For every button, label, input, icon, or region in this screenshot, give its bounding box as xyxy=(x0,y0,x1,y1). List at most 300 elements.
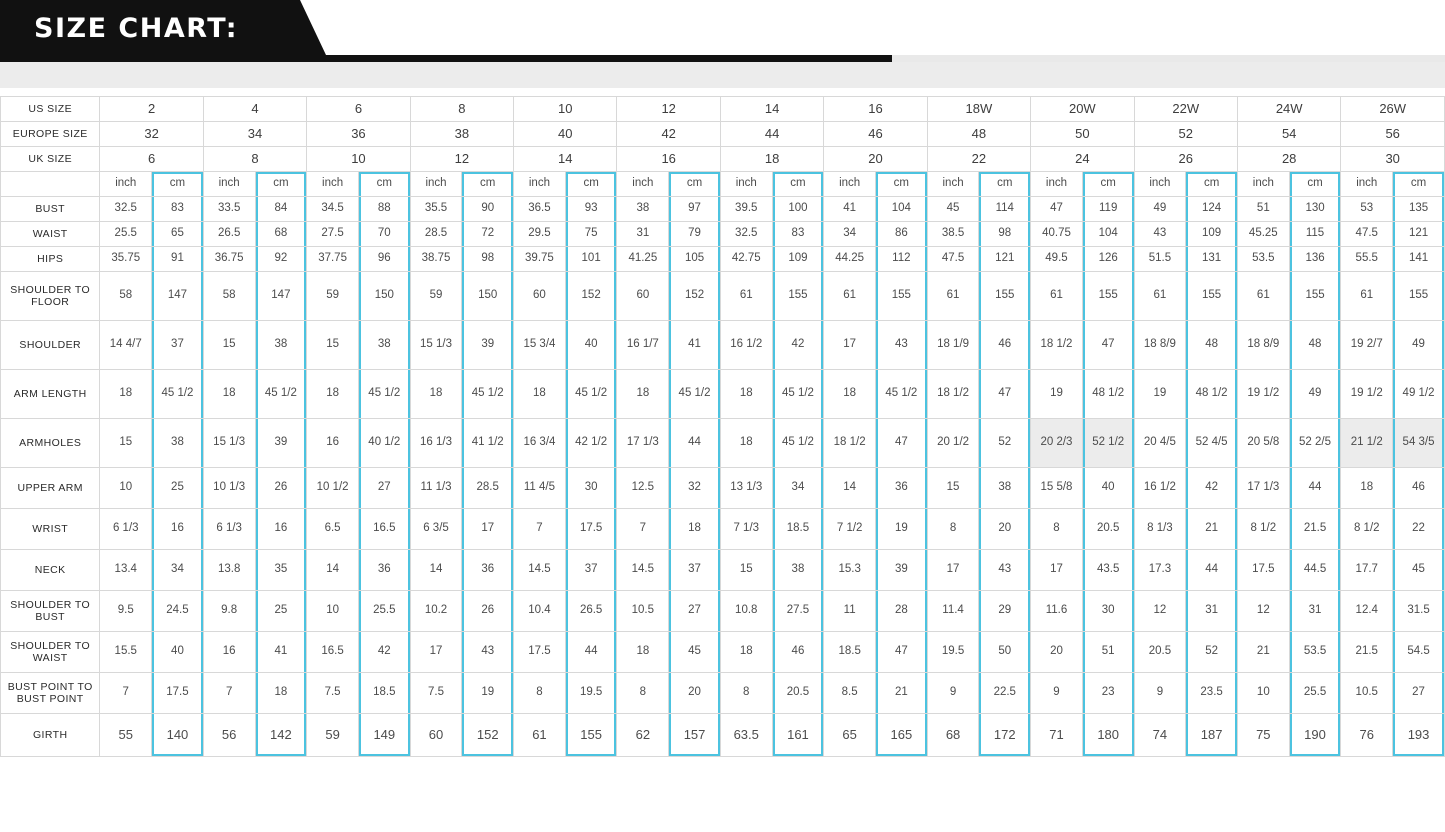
measure-cell-cm: 44.5 xyxy=(1289,550,1341,591)
measure-cell-cm: 34 xyxy=(152,550,204,591)
measure-cell-inch: 10.4 xyxy=(514,591,566,632)
measure-cell-inch: 18 xyxy=(514,370,566,419)
table-row xyxy=(1,321,1445,370)
measure-cell-inch: 7.5 xyxy=(307,673,359,714)
measure-cell-inch: 8 xyxy=(927,509,979,550)
measure-cell-inch: 39.75 xyxy=(514,247,566,272)
measure-cell-cm: 41 1/2 xyxy=(462,419,514,468)
row-label: ARMHOLES xyxy=(1,419,100,468)
measure-cell-inch: 20 5/8 xyxy=(1237,419,1289,468)
measure-cell-inch: 7 xyxy=(203,673,255,714)
measure-cell-cm: 40 xyxy=(1082,468,1134,509)
measure-cell-inch: 10 xyxy=(100,468,152,509)
measure-cell-cm: 119 xyxy=(1082,197,1134,222)
measure-cell-inch: 60 xyxy=(617,272,669,321)
measure-cell-cm: 16 xyxy=(255,509,307,550)
measure-cell-inch: 35.5 xyxy=(410,197,462,222)
measure-cell-inch: 18 1/2 xyxy=(824,419,876,468)
size-header-cell: 10 xyxy=(307,147,410,172)
measure-cell-cm: 28.5 xyxy=(462,468,514,509)
measure-cell-inch: 12 xyxy=(1134,591,1186,632)
measure-cell-inch: 8 xyxy=(617,673,669,714)
unit-cell-cm: cm xyxy=(979,172,1031,197)
measure-cell-cm: 42 xyxy=(358,632,410,673)
measure-cell-cm: 51 xyxy=(1082,632,1134,673)
table-row xyxy=(1,272,1445,321)
measure-cell-inch: 61 xyxy=(720,272,772,321)
measure-cell-inch: 17 xyxy=(410,632,462,673)
measure-cell-inch: 40.75 xyxy=(1031,222,1083,247)
measure-cell-cm: 36 xyxy=(876,468,928,509)
measure-cell-cm: 31 xyxy=(1289,591,1341,632)
size-header-cell: 16 xyxy=(824,97,927,122)
measure-cell-cm: 47 xyxy=(979,370,1031,419)
measure-cell-cm: 18 xyxy=(669,509,721,550)
row-label: UK SIZE xyxy=(1,147,100,172)
measure-cell-inch: 19 xyxy=(1134,370,1186,419)
measure-cell-cm: 130 xyxy=(1289,197,1341,222)
table-row xyxy=(1,468,1445,509)
measure-cell-cm: 32 xyxy=(669,468,721,509)
size-header-cell: 24W xyxy=(1237,97,1340,122)
size-header-cell: 10 xyxy=(514,97,617,122)
measure-cell-cm: 72 xyxy=(462,222,514,247)
table-row xyxy=(1,222,1445,247)
size-header-cell: 52 xyxy=(1134,122,1237,147)
size-header-cell: 12 xyxy=(617,97,720,122)
measure-cell-inch: 58 xyxy=(203,272,255,321)
size-chart-table-wrap xyxy=(0,96,1445,757)
measure-cell-inch: 11 xyxy=(824,591,876,632)
measure-cell-cm: 150 xyxy=(358,272,410,321)
unit-cell-inch: inch xyxy=(514,172,566,197)
unit-cell-inch: inch xyxy=(617,172,669,197)
measure-cell-inch: 27.5 xyxy=(307,222,359,247)
measure-cell-cm: 142 xyxy=(255,714,307,757)
measure-cell-inch: 10.5 xyxy=(617,591,669,632)
measure-cell-inch: 16 1/3 xyxy=(410,419,462,468)
measure-cell-inch: 21 1/2 xyxy=(1341,419,1393,468)
measure-cell-inch: 31 xyxy=(617,222,669,247)
measure-cell-cm: 22.5 xyxy=(979,673,1031,714)
measure-cell-cm: 18.5 xyxy=(358,673,410,714)
measure-cell-cm: 27 xyxy=(669,591,721,632)
size-header-cell: 18 xyxy=(720,147,823,172)
measure-cell-cm: 25 xyxy=(152,468,204,509)
measure-cell-cm: 112 xyxy=(876,247,928,272)
measure-cell-cm: 83 xyxy=(152,197,204,222)
measure-cell-cm: 155 xyxy=(1289,272,1341,321)
measure-cell-cm: 83 xyxy=(772,222,824,247)
measure-cell-cm: 19.5 xyxy=(565,673,617,714)
measure-cell-cm: 152 xyxy=(565,272,617,321)
measure-cell-cm: 114 xyxy=(979,197,1031,222)
measure-cell-cm: 121 xyxy=(979,247,1031,272)
measure-cell-cm: 44 xyxy=(1186,550,1238,591)
measure-cell-inch: 43 xyxy=(1134,222,1186,247)
measure-cell-cm: 187 xyxy=(1186,714,1238,757)
measure-cell-inch: 41 xyxy=(824,197,876,222)
row-label: BUST POINT TO BUST POINT xyxy=(1,673,100,714)
measure-cell-cm: 43 xyxy=(876,321,928,370)
measure-cell-cm: 155 xyxy=(1082,272,1134,321)
size-header-cell: 44 xyxy=(720,122,823,147)
measure-cell-cm: 38 xyxy=(358,321,410,370)
size-header-cell: 54 xyxy=(1237,122,1340,147)
measure-cell-cm: 38 xyxy=(255,321,307,370)
unit-cell-cm: cm xyxy=(152,172,204,197)
measure-cell-cm: 53.5 xyxy=(1289,632,1341,673)
measure-cell-cm: 172 xyxy=(979,714,1031,757)
measure-cell-cm: 17 xyxy=(462,509,514,550)
measure-cell-inch: 53 xyxy=(1341,197,1393,222)
measure-cell-cm: 193 xyxy=(1393,714,1445,757)
measure-cell-inch: 32.5 xyxy=(100,197,152,222)
measure-cell-cm: 37 xyxy=(669,550,721,591)
measure-cell-inch: 17.5 xyxy=(1237,550,1289,591)
measure-cell-inch: 15 xyxy=(720,550,772,591)
measure-cell-cm: 27 xyxy=(1393,673,1445,714)
measure-cell-cm: 45 1/2 xyxy=(152,370,204,419)
measure-cell-cm: 90 xyxy=(462,197,514,222)
measure-cell-cm: 31 xyxy=(1186,591,1238,632)
row-label: SHOULDER TO FLOOR xyxy=(1,272,100,321)
measure-cell-inch: 15 xyxy=(203,321,255,370)
measure-cell-inch: 35.75 xyxy=(100,247,152,272)
measure-cell-inch: 18 xyxy=(720,632,772,673)
measure-cell-cm: 54.5 xyxy=(1393,632,1445,673)
measure-cell-inch: 17 xyxy=(1031,550,1083,591)
measure-cell-cm: 17.5 xyxy=(152,673,204,714)
measure-cell-cm: 16.5 xyxy=(358,509,410,550)
size-header-cell: 16 xyxy=(617,147,720,172)
unit-cell-inch: inch xyxy=(1341,172,1393,197)
size-header-cell: 20 xyxy=(824,147,927,172)
measure-cell-cm: 157 xyxy=(669,714,721,757)
measure-cell-inch: 58 xyxy=(100,272,152,321)
measure-cell-cm: 45 1/2 xyxy=(358,370,410,419)
measure-cell-inch: 18 1/2 xyxy=(927,370,979,419)
row-label: EUROPE SIZE xyxy=(1,122,100,147)
size-header-cell: 8 xyxy=(410,97,513,122)
measure-cell-cm: 27 xyxy=(358,468,410,509)
measure-cell-inch: 38.75 xyxy=(410,247,462,272)
size-chart-table xyxy=(0,96,1445,757)
measure-cell-inch: 16.5 xyxy=(307,632,359,673)
measure-cell-cm: 147 xyxy=(152,272,204,321)
measure-cell-cm: 45 xyxy=(669,632,721,673)
measure-cell-cm: 27.5 xyxy=(772,591,824,632)
measure-cell-inch: 61 xyxy=(1341,272,1393,321)
row-label: ARM LENGTH xyxy=(1,370,100,419)
table-row xyxy=(1,247,1445,272)
measure-cell-cm: 155 xyxy=(772,272,824,321)
page-title: SIZE CHART: xyxy=(34,13,239,44)
measure-cell-inch: 34.5 xyxy=(307,197,359,222)
measure-cell-cm: 50 xyxy=(979,632,1031,673)
measure-cell-inch: 6.5 xyxy=(307,509,359,550)
measure-cell-inch: 9.5 xyxy=(100,591,152,632)
measure-cell-inch: 10 1/3 xyxy=(203,468,255,509)
measure-cell-inch: 36.75 xyxy=(203,247,255,272)
measure-cell-inch: 74 xyxy=(1134,714,1186,757)
measure-cell-inch: 61 xyxy=(1134,272,1186,321)
measure-cell-inch: 18 xyxy=(824,370,876,419)
row-label: HIPS xyxy=(1,247,100,272)
size-header-cell: 40 xyxy=(514,122,617,147)
measure-cell-cm: 43.5 xyxy=(1082,550,1134,591)
measure-cell-inch: 38.5 xyxy=(927,222,979,247)
measure-cell-cm: 152 xyxy=(462,714,514,757)
measure-cell-cm: 22 xyxy=(1393,509,1445,550)
measure-cell-inch: 16 1/2 xyxy=(720,321,772,370)
size-header-cell: 48 xyxy=(927,122,1030,147)
measure-cell-cm: 36 xyxy=(358,550,410,591)
measure-cell-inch: 10 xyxy=(307,591,359,632)
size-header-cell: 2 xyxy=(100,97,203,122)
measure-cell-inch: 17 1/3 xyxy=(617,419,669,468)
row-label xyxy=(1,172,100,197)
size-header-cell: 14 xyxy=(514,147,617,172)
measure-cell-cm: 52 2/5 xyxy=(1289,419,1341,468)
measure-cell-cm: 105 xyxy=(669,247,721,272)
size-header-cell: 28 xyxy=(1237,147,1340,172)
unit-cell-cm: cm xyxy=(1393,172,1445,197)
measure-cell-inch: 19 1/2 xyxy=(1341,370,1393,419)
measure-cell-inch: 34 xyxy=(824,222,876,247)
measure-cell-cm: 30 xyxy=(565,468,617,509)
measure-cell-inch: 14 xyxy=(824,468,876,509)
unit-cell-inch: inch xyxy=(824,172,876,197)
measure-cell-cm: 131 xyxy=(1186,247,1238,272)
table-row xyxy=(1,550,1445,591)
measure-cell-inch: 20 1/2 xyxy=(927,419,979,468)
measure-cell-cm: 41 xyxy=(255,632,307,673)
measure-cell-cm: 91 xyxy=(152,247,204,272)
unit-cell-cm: cm xyxy=(1186,172,1238,197)
measure-cell-cm: 48 xyxy=(1186,321,1238,370)
measure-cell-inch: 59 xyxy=(410,272,462,321)
measure-cell-cm: 49 xyxy=(1289,370,1341,419)
measure-cell-cm: 52 4/5 xyxy=(1186,419,1238,468)
measure-cell-cm: 21.5 xyxy=(1289,509,1341,550)
size-header-cell: 4 xyxy=(203,97,306,122)
measure-cell-inch: 18.5 xyxy=(824,632,876,673)
unit-cell-cm: cm xyxy=(565,172,617,197)
measure-cell-inch: 18 xyxy=(720,419,772,468)
measure-cell-inch: 18 8/9 xyxy=(1237,321,1289,370)
measure-cell-inch: 61 xyxy=(1237,272,1289,321)
measure-cell-inch: 8 1/2 xyxy=(1341,509,1393,550)
measure-cell-inch: 17 1/3 xyxy=(1237,468,1289,509)
measure-cell-inch: 55.5 xyxy=(1341,247,1393,272)
unit-cell-inch: inch xyxy=(100,172,152,197)
measure-cell-inch: 45.25 xyxy=(1237,222,1289,247)
measure-cell-cm: 20.5 xyxy=(772,673,824,714)
measure-cell-inch: 7 xyxy=(617,509,669,550)
measure-cell-inch: 17.5 xyxy=(514,632,566,673)
measure-cell-cm: 121 xyxy=(1393,222,1445,247)
measure-cell-cm: 39 xyxy=(255,419,307,468)
measure-cell-inch: 7 xyxy=(514,509,566,550)
unit-cell-inch: inch xyxy=(307,172,359,197)
measure-cell-cm: 84 xyxy=(255,197,307,222)
measure-cell-inch: 10 xyxy=(1237,673,1289,714)
unit-cell-cm: cm xyxy=(876,172,928,197)
measure-cell-cm: 45 xyxy=(1393,550,1445,591)
size-header-cell: 8 xyxy=(203,147,306,172)
measure-cell-inch: 61 xyxy=(1031,272,1083,321)
measure-cell-cm: 28 xyxy=(876,591,928,632)
measure-cell-inch: 15 1/3 xyxy=(203,419,255,468)
measure-cell-inch: 18 xyxy=(617,632,669,673)
measure-cell-cm: 88 xyxy=(358,197,410,222)
measure-cell-inch: 16 xyxy=(307,419,359,468)
header-stripe-light xyxy=(892,55,1445,62)
measure-cell-inch: 8 1/2 xyxy=(1237,509,1289,550)
measure-cell-inch: 15 3/4 xyxy=(514,321,566,370)
measure-cell-inch: 10.5 xyxy=(1341,673,1393,714)
table-row xyxy=(1,509,1445,550)
measure-cell-inch: 7 1/2 xyxy=(824,509,876,550)
measure-cell-cm: 42 xyxy=(772,321,824,370)
measure-cell-cm: 39 xyxy=(876,550,928,591)
measure-cell-inch: 47 xyxy=(1031,197,1083,222)
measure-cell-cm: 18.5 xyxy=(772,509,824,550)
measure-cell-cm: 40 xyxy=(152,632,204,673)
measure-cell-cm: 39 xyxy=(462,321,514,370)
size-header-cell: 26W xyxy=(1341,97,1445,122)
measure-cell-cm: 135 xyxy=(1393,197,1445,222)
measure-cell-cm: 20.5 xyxy=(1082,509,1134,550)
measure-cell-cm: 40 1/2 xyxy=(358,419,410,468)
measure-cell-cm: 52 xyxy=(1186,632,1238,673)
measure-cell-inch: 20 xyxy=(1031,632,1083,673)
measure-cell-inch: 10.2 xyxy=(410,591,462,632)
measure-cell-inch: 20.5 xyxy=(1134,632,1186,673)
measure-cell-inch: 61 xyxy=(514,714,566,757)
header-banner xyxy=(0,0,1445,62)
measure-cell-cm: 21 xyxy=(1186,509,1238,550)
measure-cell-cm: 20 xyxy=(669,673,721,714)
measure-cell-inch: 7 1/3 xyxy=(720,509,772,550)
measure-cell-inch: 9 xyxy=(1134,673,1186,714)
measure-cell-cm: 109 xyxy=(772,247,824,272)
measure-cell-cm: 19 xyxy=(462,673,514,714)
header-gray-band xyxy=(0,62,1445,88)
measure-cell-cm: 155 xyxy=(565,714,617,757)
measure-cell-cm: 46 xyxy=(772,632,824,673)
measure-cell-inch: 6 1/3 xyxy=(203,509,255,550)
measure-cell-inch: 19.5 xyxy=(927,632,979,673)
size-header-cell: 38 xyxy=(410,122,513,147)
measure-cell-inch: 17 xyxy=(824,321,876,370)
measure-cell-inch: 8 xyxy=(1031,509,1083,550)
measure-cell-cm: 149 xyxy=(358,714,410,757)
measure-cell-inch: 55 xyxy=(100,714,152,757)
measure-cell-inch: 71 xyxy=(1031,714,1083,757)
measure-cell-inch: 60 xyxy=(514,272,566,321)
table-row xyxy=(1,591,1445,632)
measure-cell-inch: 6 1/3 xyxy=(100,509,152,550)
measure-cell-inch: 10 1/2 xyxy=(307,468,359,509)
measure-cell-cm: 141 xyxy=(1393,247,1445,272)
measure-cell-inch: 75 xyxy=(1237,714,1289,757)
unit-cell-inch: inch xyxy=(927,172,979,197)
measure-cell-cm: 43 xyxy=(462,632,514,673)
measure-cell-cm: 25.5 xyxy=(358,591,410,632)
measure-cell-inch: 18 xyxy=(100,370,152,419)
table-row xyxy=(1,673,1445,714)
size-header-cell: 20W xyxy=(1031,97,1134,122)
measure-cell-cm: 48 1/2 xyxy=(1186,370,1238,419)
measure-cell-cm: 155 xyxy=(1186,272,1238,321)
unit-cell-inch: inch xyxy=(1031,172,1083,197)
measure-cell-cm: 45 1/2 xyxy=(565,370,617,419)
measure-cell-cm: 45 1/2 xyxy=(669,370,721,419)
measure-cell-inch: 19 xyxy=(1031,370,1083,419)
measure-cell-inch: 62 xyxy=(617,714,669,757)
unit-cell-cm: cm xyxy=(772,172,824,197)
measure-cell-inch: 18 xyxy=(307,370,359,419)
measure-cell-cm: 47 xyxy=(876,419,928,468)
measure-cell-cm: 19 xyxy=(876,509,928,550)
size-header-cell: 14 xyxy=(720,97,823,122)
measure-cell-cm: 46 xyxy=(979,321,1031,370)
measure-cell-inch: 20 2/3 xyxy=(1031,419,1083,468)
measure-cell-inch: 59 xyxy=(307,272,359,321)
measure-cell-cm: 93 xyxy=(565,197,617,222)
measure-cell-inch: 39.5 xyxy=(720,197,772,222)
measure-cell-inch: 51.5 xyxy=(1134,247,1186,272)
table-row xyxy=(1,197,1445,222)
row-label: GIRTH xyxy=(1,714,100,757)
measure-cell-cm: 126 xyxy=(1082,247,1134,272)
measure-cell-inch: 63.5 xyxy=(720,714,772,757)
measure-cell-inch: 15.3 xyxy=(824,550,876,591)
measure-cell-cm: 155 xyxy=(979,272,1031,321)
measure-cell-inch: 7 xyxy=(100,673,152,714)
measure-cell-inch: 15 xyxy=(100,419,152,468)
measure-cell-cm: 38 xyxy=(979,468,1031,509)
measure-cell-inch: 13.4 xyxy=(100,550,152,591)
measure-cell-cm: 98 xyxy=(979,222,1031,247)
measure-cell-inch: 42.75 xyxy=(720,247,772,272)
measure-cell-cm: 45 1/2 xyxy=(462,370,514,419)
measure-cell-cm: 101 xyxy=(565,247,617,272)
measure-cell-cm: 44 xyxy=(565,632,617,673)
unit-cell-inch: inch xyxy=(203,172,255,197)
measure-cell-cm: 98 xyxy=(462,247,514,272)
measure-cell-cm: 43 xyxy=(979,550,1031,591)
unit-cell-cm: cm xyxy=(1082,172,1134,197)
measure-cell-cm: 48 xyxy=(1289,321,1341,370)
measure-cell-inch: 12.4 xyxy=(1341,591,1393,632)
size-header-cell: 50 xyxy=(1031,122,1134,147)
measure-cell-inch: 18 xyxy=(410,370,462,419)
unit-cell-cm: cm xyxy=(358,172,410,197)
measure-cell-inch: 11 4/5 xyxy=(514,468,566,509)
measure-cell-inch: 18 xyxy=(203,370,255,419)
measure-cell-cm: 96 xyxy=(358,247,410,272)
unit-cell-inch: inch xyxy=(720,172,772,197)
measure-cell-inch: 59 xyxy=(307,714,359,757)
measure-cell-inch: 20 4/5 xyxy=(1134,419,1186,468)
measure-cell-inch: 21 xyxy=(1237,632,1289,673)
measure-cell-inch: 14.5 xyxy=(514,550,566,591)
measure-cell-inch: 17.7 xyxy=(1341,550,1393,591)
table-row xyxy=(1,714,1445,757)
